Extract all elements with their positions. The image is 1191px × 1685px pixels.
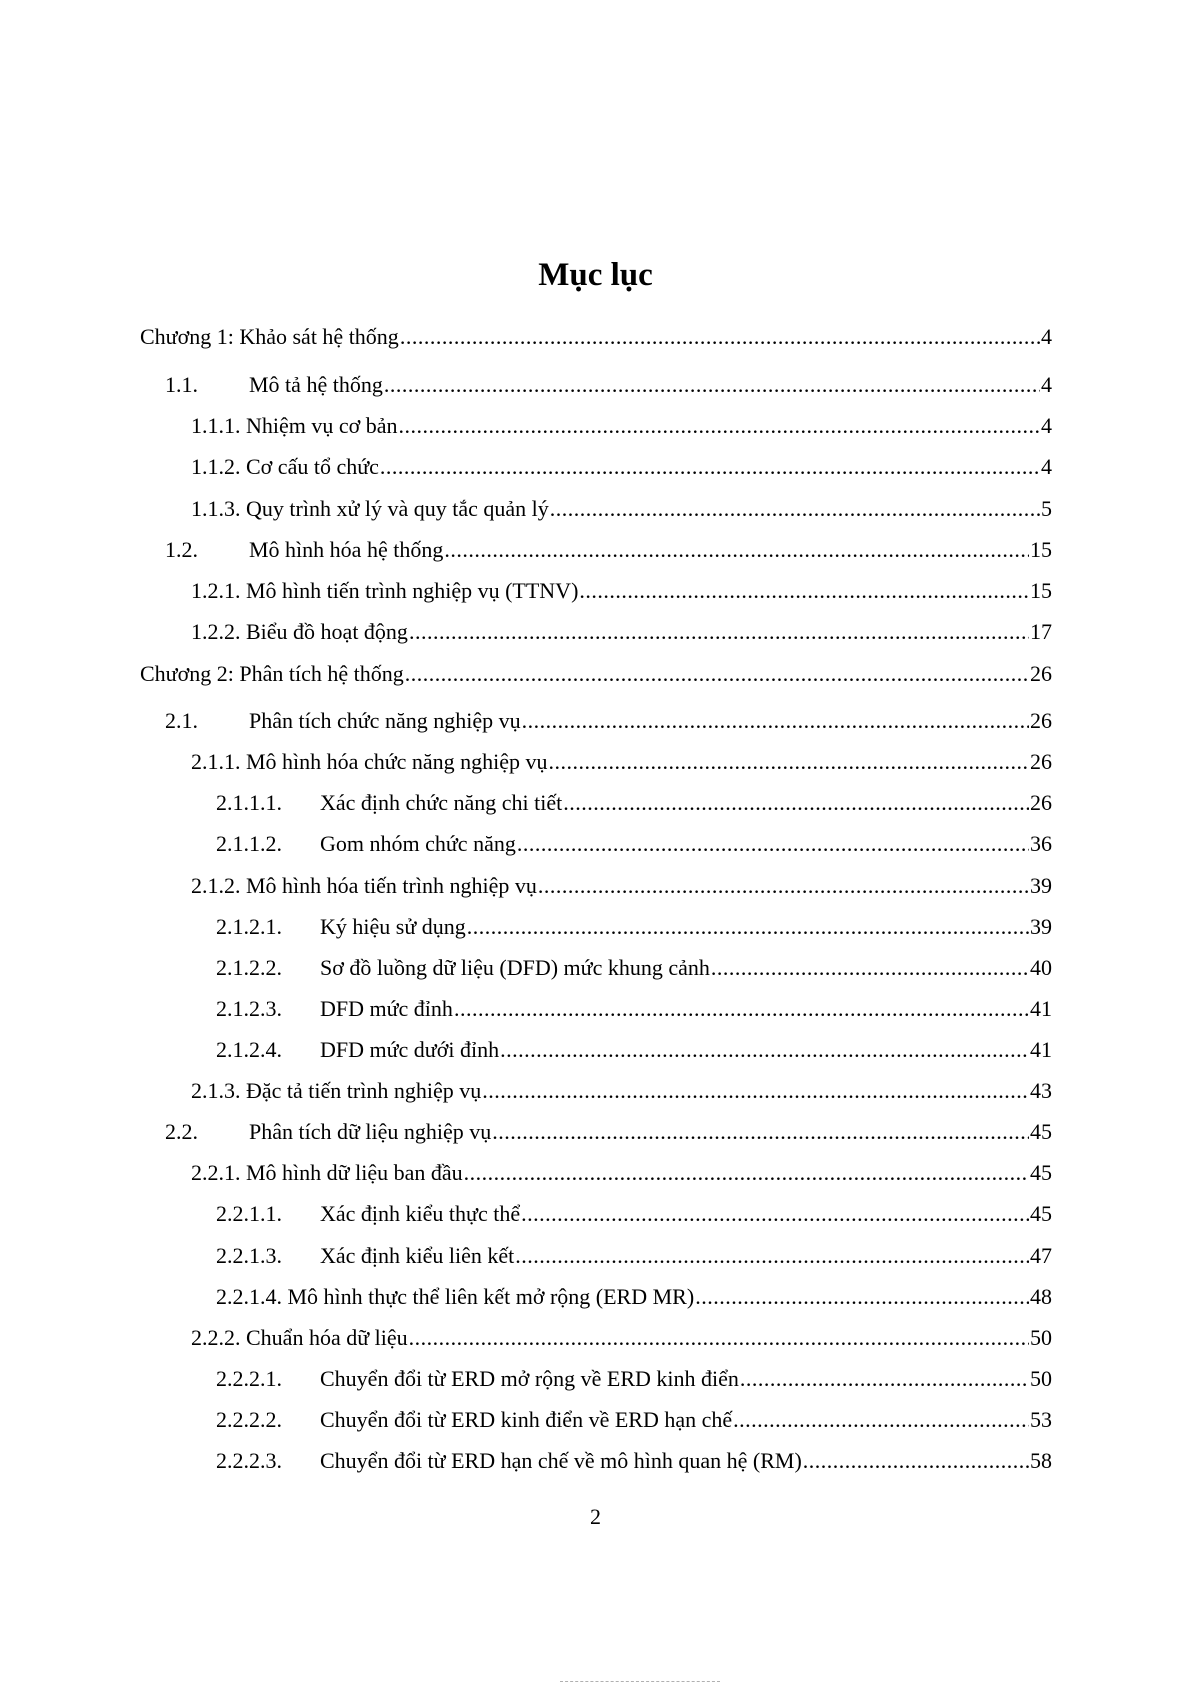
toc-entry-text: Ký hiệu sử dụng <box>320 914 466 939</box>
toc-leader-dots <box>454 994 1029 1024</box>
toc-entry-page: 39 <box>1030 914 1052 939</box>
toc-leader-dots <box>550 494 1040 524</box>
toc-leader-dots <box>500 1035 1029 1065</box>
toc-entry-subsubsection[interactable] <box>216 1035 1052 1065</box>
toc-entry-page: 15 <box>1030 537 1052 562</box>
toc-entry-page: 40 <box>1030 955 1052 980</box>
toc-entry-subsection[interactable] <box>191 747 1052 777</box>
toc-leader-dots <box>399 411 1040 441</box>
toc-leader-dots <box>521 1199 1029 1229</box>
toc-leader-dots <box>467 912 1029 942</box>
toc-entry-page: 26 <box>1030 790 1052 815</box>
toc-leader-dots <box>515 1241 1029 1271</box>
toc-title: Mục lục <box>538 257 653 293</box>
toc-entry-subsubsection[interactable] <box>216 1364 1052 1394</box>
toc-entry-text: 2.2.1. Mô hình dữ liệu ban đầu <box>191 1160 463 1185</box>
toc-leader-dots <box>522 706 1029 736</box>
toc-entry-page: 26 <box>1030 708 1052 733</box>
toc-leader-dots <box>803 1446 1029 1476</box>
toc-entry-number: 2.1.2.2. <box>216 955 282 980</box>
toc-entry-text: Mô tả hệ thống <box>249 372 383 397</box>
toc-entry-text: Chương 2: Phân tích hệ thống <box>140 661 404 686</box>
toc-entry-text: Xác định kiểu liên kết <box>320 1243 515 1268</box>
toc-entry-subsection[interactable] <box>191 1323 1052 1353</box>
toc-entry-subsection[interactable] <box>191 1076 1052 1106</box>
toc-entry-subsubsection[interactable] <box>216 1446 1052 1476</box>
toc-entry-number: 2.1.2.3. <box>216 996 282 1021</box>
toc-entry-page: 17 <box>1030 619 1052 644</box>
toc-entry-page: 41 <box>1030 1037 1052 1062</box>
toc-entry-number: 2.1.1.2. <box>216 831 282 856</box>
toc-leader-dots <box>409 617 1029 647</box>
toc-leader-dots <box>492 1117 1029 1147</box>
toc-entry-page: 48 <box>1030 1284 1052 1309</box>
toc-entry-subsection[interactable] <box>191 1158 1052 1188</box>
toc-entry-page: 4 <box>1041 324 1052 349</box>
toc-entry-subsubsection[interactable] <box>216 829 1052 859</box>
toc-leader-dots <box>695 1282 1029 1312</box>
toc-entry-number: 1.2. <box>165 537 198 562</box>
toc-entry-section[interactable] <box>165 535 1052 565</box>
toc-entry-page: 4 <box>1041 372 1052 397</box>
toc-entry-page: 47 <box>1030 1243 1052 1268</box>
toc-entry-text: Xác định chức năng chi tiết <box>320 790 563 815</box>
toc-entry-subsubsection[interactable] <box>216 1199 1052 1229</box>
page-number: 2 <box>590 1504 601 1529</box>
toc-entry-number: 2.2.2.3. <box>216 1448 282 1473</box>
toc-entry-page: 36 <box>1030 831 1052 856</box>
toc-entry-page: 45 <box>1030 1160 1052 1185</box>
toc-entry-text: Chương 1: Khảo sát hệ thống <box>140 324 399 349</box>
toc-leader-dots <box>384 370 1040 400</box>
toc-leader-dots <box>579 576 1029 606</box>
toc-leader-dots <box>464 1158 1029 1188</box>
toc-entry-page: 53 <box>1030 1407 1052 1432</box>
toc-entry-section[interactable] <box>165 370 1052 400</box>
toc-leader-dots <box>482 1076 1029 1106</box>
toc-entry-text: 1.1.1. Nhiệm vụ cơ bản <box>191 413 398 438</box>
toc-entry-number: 2.2.2.1. <box>216 1366 282 1391</box>
toc-entry-text: 2.1.1. Mô hình hóa chức năng nghiệp vụ <box>191 749 548 774</box>
toc-entry-text: Chuyển đổi từ ERD kinh điển về ERD hạn chế <box>320 1407 733 1432</box>
toc-leader-dots <box>711 953 1029 983</box>
toc-entry-chapter[interactable] <box>140 659 1052 689</box>
toc-entry-text: 1.2.1. Mô hình tiến trình nghiệp vụ (TTNV) <box>191 578 579 603</box>
toc-entry-text: Phân tích chức năng nghiệp vụ <box>249 708 521 733</box>
toc-entry-subsubsection[interactable] <box>216 788 1052 818</box>
toc-leader-dots <box>563 788 1029 818</box>
toc-entry-subsubsection[interactable] <box>216 953 1052 983</box>
toc-entry-page: 41 <box>1030 996 1052 1021</box>
toc-entry-page: 5 <box>1041 496 1052 521</box>
toc-entry-text: Mô hình hóa hệ thống <box>249 537 444 562</box>
toc-entry-text: DFD mức đỉnh <box>320 996 453 1021</box>
toc-entry-text: 2.2.1.4. Mô hình thực thể liên kết mở rộng (ERD MR) <box>216 1284 695 1309</box>
toc-entry-text: 1.2.2. Biểu đồ hoạt động <box>191 619 408 644</box>
toc-entry-subsection[interactable] <box>191 617 1052 647</box>
toc-entry-page: 4 <box>1041 413 1052 438</box>
toc-entry-number: 2.1. <box>165 708 198 733</box>
footer-divider <box>560 1681 720 1682</box>
toc-entry-text: 1.1.2. Cơ cấu tổ chức <box>191 454 379 479</box>
toc-entry-subsection[interactable] <box>191 576 1052 606</box>
toc-entry-page: 58 <box>1030 1448 1052 1473</box>
toc-entry-page: 26 <box>1030 749 1052 774</box>
toc-leader-dots <box>400 322 1040 352</box>
toc-entry-subsubsection[interactable] <box>216 1282 1052 1312</box>
toc-leader-dots <box>444 535 1029 565</box>
toc-entry-subsubsection[interactable] <box>216 1405 1052 1435</box>
toc-leader-dots <box>549 747 1029 777</box>
toc-entry-subsubsection[interactable] <box>216 994 1052 1024</box>
toc-leader-dots <box>405 659 1029 689</box>
toc-entry-text: 1.1.3. Quy trình xử lý và quy tắc quản lý <box>191 496 549 521</box>
toc-entry-page: 26 <box>1030 661 1052 686</box>
toc-leader-dots <box>740 1364 1029 1394</box>
toc-entry-subsubsection[interactable] <box>216 912 1052 942</box>
toc-entry-number: 2.1.2.1. <box>216 914 282 939</box>
toc-entry-page: 15 <box>1030 578 1052 603</box>
toc-entry-chapter[interactable] <box>140 322 1052 352</box>
toc-leader-dots <box>409 1323 1029 1353</box>
toc-entry-page: 43 <box>1030 1078 1052 1103</box>
toc-entry-text: Chuyển đổi từ ERD hạn chế về mô hình quan hệ (RM) <box>320 1448 802 1473</box>
toc-entry-page: 50 <box>1030 1366 1052 1391</box>
toc-entry-text: Phân tích dữ liệu nghiệp vụ <box>249 1119 492 1144</box>
toc-entry-page: 45 <box>1030 1201 1052 1226</box>
toc-entry-number: 2.1.1.1. <box>216 790 282 815</box>
toc-entry-page: 39 <box>1030 873 1052 898</box>
toc-entry-number: 2.2.1.3. <box>216 1243 282 1268</box>
toc-entry-text: DFD mức dưới đỉnh <box>320 1037 500 1062</box>
toc-entry-text: Sơ đồ luồng dữ liệu (DFD) mức khung cảnh <box>320 955 710 980</box>
toc-entry-text: 2.1.2. Mô hình hóa tiến trình nghiệp vụ <box>191 873 537 898</box>
toc-entry-text: Chuyển đổi từ ERD mở rộng về ERD kinh điển <box>320 1366 739 1391</box>
toc-entry-subsection[interactable] <box>191 871 1052 901</box>
toc-entry-text: 2.1.3. Đặc tả tiến trình nghiệp vụ <box>191 1078 482 1103</box>
toc-leader-dots <box>380 452 1040 482</box>
toc-entry-number: 1.1. <box>165 372 198 397</box>
toc-entry-number: 2.2.1.1. <box>216 1201 282 1226</box>
toc-entry-subsection[interactable] <box>191 411 1052 441</box>
toc-entry-number: 2.1.2.4. <box>216 1037 282 1062</box>
toc-entry-section[interactable] <box>165 1117 1052 1147</box>
toc-entry-text: 2.2.2. Chuẩn hóa dữ liệu <box>191 1325 408 1350</box>
toc-entry-section[interactable] <box>165 706 1052 736</box>
toc-entry-subsection[interactable] <box>191 494 1052 524</box>
toc-entry-page: 50 <box>1030 1325 1052 1350</box>
toc-entry-subsection[interactable] <box>191 452 1052 482</box>
toc-entry-number: 2.2. <box>165 1119 198 1144</box>
toc-leader-dots <box>538 871 1029 901</box>
toc-entry-text: Gom nhóm chức năng <box>320 831 516 856</box>
toc-leader-dots <box>733 1405 1029 1435</box>
toc-entry-number: 2.2.2.2. <box>216 1407 282 1432</box>
toc-entry-page: 4 <box>1041 454 1052 479</box>
toc-leader-dots <box>517 829 1029 859</box>
toc-entry-text: Xác định kiểu thực thể <box>320 1201 521 1226</box>
toc-entry-page: 45 <box>1030 1119 1052 1144</box>
toc-entry-subsubsection[interactable] <box>216 1241 1052 1271</box>
